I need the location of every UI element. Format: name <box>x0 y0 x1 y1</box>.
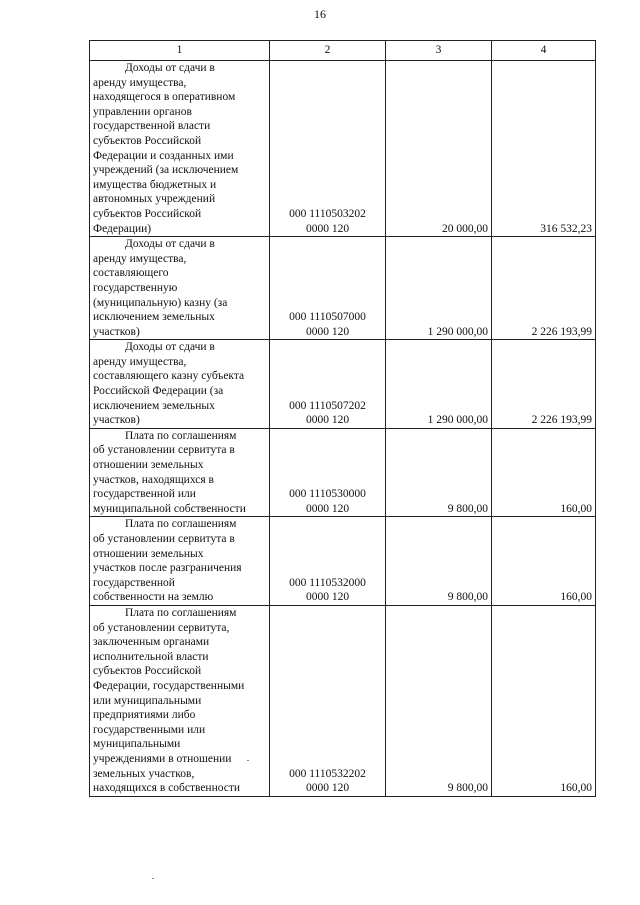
budget-code-line: 0000 120 <box>305 222 350 235</box>
table-row <box>90 237 596 340</box>
revenue-name-line: участков) <box>93 414 140 427</box>
revenue-name-line: аренду имущества, <box>93 252 187 265</box>
column-header: 2 <box>270 41 386 61</box>
actual-amount-cell: 160,00 <box>492 605 596 796</box>
planned-amount-cell: 9 800,00 <box>386 428 492 517</box>
budget-code-line: 0000 120 <box>305 325 350 338</box>
table-row <box>90 517 596 606</box>
budget-code-line: 000 1110507202 <box>289 399 366 412</box>
page-number: 16 <box>314 7 326 21</box>
revenue-name-line: аренду имущества, <box>93 76 187 89</box>
revenue-name-line: автономных учреждений <box>93 193 216 206</box>
revenue-name-line: об установлении сервитута, <box>93 621 230 634</box>
budget-code-line: 000 1110532000 <box>289 576 366 589</box>
revenue-name-line: государственной власти <box>93 120 211 133</box>
budget-code-cell <box>270 340 386 429</box>
revenue-name-line: Федерации) <box>93 222 152 235</box>
revenue-name-line: исполнительной власти <box>93 650 209 663</box>
revenue-name-line: об установлении сервитута в <box>93 444 235 457</box>
budget-code-line: 000 1110503202 <box>289 207 366 220</box>
revenue-name-line: собственности на землю <box>93 591 214 604</box>
revenue-name-line: имущества бюджетных и <box>93 178 217 191</box>
budget-code-line: 000 1110530000 <box>289 488 366 501</box>
revenue-name-line: Федерации, государственными <box>93 679 245 692</box>
planned-amount-cell: 1 290 000,00 <box>386 237 492 340</box>
budget-code-cell <box>270 605 386 796</box>
column-header: 1 <box>90 41 270 61</box>
revenue-name-line: Доходы от сдачи в <box>125 62 215 74</box>
planned-amount-cell: 9 800,00 <box>386 605 492 796</box>
revenue-name-line: составляющего <box>93 267 169 280</box>
revenue-name-cell <box>90 605 270 796</box>
revenue-name-cell <box>90 61 270 237</box>
table-row <box>90 605 596 796</box>
revenue-name-line: земельных участков, <box>93 767 195 780</box>
actual-amount-cell: 160,00 <box>492 428 596 517</box>
revenue-name-cell <box>90 340 270 429</box>
revenue-name-line: отношении земельных <box>93 547 204 560</box>
revenue-name-line: отношении земельных <box>93 459 204 472</box>
revenue-table <box>89 40 596 797</box>
revenue-name-line: Плата по соглашениям <box>125 606 237 619</box>
revenue-name-cell <box>90 428 270 517</box>
revenue-name-line: субъектов Российской <box>93 665 202 678</box>
table-row <box>90 428 596 517</box>
revenue-name-line: субъектов Российской <box>93 134 202 147</box>
revenue-name-line: аренду имущества, <box>93 355 187 368</box>
revenue-name-line: находящегося в оперативном <box>93 91 236 104</box>
revenue-name-line: Плата по соглашениям <box>125 429 237 442</box>
revenue-name-line: заключенным органами <box>93 636 210 649</box>
column-header: 4 <box>492 41 596 61</box>
revenue-name-line: составляющего казну субъекта <box>93 370 245 383</box>
revenue-name-line: Российской Федерации (за <box>93 385 224 398</box>
revenue-name-line: или муниципальными <box>93 694 202 707</box>
revenue-name-line: учреждений (за исключением <box>93 164 239 177</box>
revenue-name-line: государственной или <box>93 488 196 501</box>
revenue-name-line: предприятиями либо <box>93 709 196 722</box>
revenue-name-cell <box>90 517 270 606</box>
revenue-name-line: (муниципальную) казну (за <box>93 296 228 309</box>
revenue-name-line: Федерации и созданных ими <box>93 149 234 162</box>
revenue-name-line: муниципальными <box>93 738 181 751</box>
revenue-name-line: муниципальной собственности <box>93 502 246 515</box>
budget-code-cell <box>270 428 386 517</box>
actual-amount-cell: 160,00 <box>492 517 596 606</box>
planned-amount-cell: 9 800,00 <box>386 517 492 606</box>
budget-code-line: 000 1110507000 <box>289 311 366 324</box>
budget-code-line: 0000 120 <box>305 414 350 427</box>
revenue-name-line: государственной <box>93 576 175 589</box>
table-row <box>90 340 596 429</box>
revenue-name-line: управлении органов <box>93 105 192 118</box>
planned-amount-cell: 1 290 000,00 <box>386 340 492 429</box>
planned-amount-cell: 20 000,00 <box>386 61 492 237</box>
scan-speck <box>247 760 249 761</box>
revenue-name-line: участков) <box>93 325 140 338</box>
budget-code-cell <box>270 237 386 340</box>
actual-amount-cell: 316 532,23 <box>492 61 596 237</box>
budget-code-line: 000 1110532202 <box>289 767 366 780</box>
revenue-name-line: субъектов Российской <box>93 207 202 220</box>
scan-speck <box>152 878 154 879</box>
budget-code-cell <box>270 61 386 237</box>
revenue-name-line: исключением земельных <box>93 399 215 412</box>
budget-code-cell <box>270 517 386 606</box>
revenue-name-line: государственными или <box>93 723 206 736</box>
revenue-name-line: находящихся в собственности <box>93 782 241 795</box>
revenue-name-line: Доходы от сдачи в <box>125 341 215 354</box>
revenue-name-line: государственную <box>93 281 178 294</box>
revenue-name-cell <box>90 237 270 340</box>
budget-code-line: 0000 120 <box>305 591 350 604</box>
revenue-name-line: исключением земельных <box>93 311 215 324</box>
revenue-name-line: Плата по соглашениям <box>125 518 237 531</box>
revenue-name-line: участков, находящихся в <box>93 473 214 486</box>
revenue-name-line: участков после разграничения <box>93 562 242 575</box>
revenue-name-line: учреждениями в отношении <box>93 752 232 765</box>
revenue-name-line: об установлении сервитута в <box>93 533 235 545</box>
budget-code-line: 0000 120 <box>305 782 350 795</box>
actual-amount-cell: 2 226 193,99 <box>492 237 596 340</box>
revenue-name-line: Доходы от сдачи в <box>125 238 215 251</box>
budget-code-line: 0000 120 <box>305 502 350 515</box>
actual-amount-cell: 2 226 193,99 <box>492 340 596 429</box>
table-row <box>90 61 596 237</box>
column-header: 3 <box>386 41 492 61</box>
table-header-row <box>90 41 596 61</box>
